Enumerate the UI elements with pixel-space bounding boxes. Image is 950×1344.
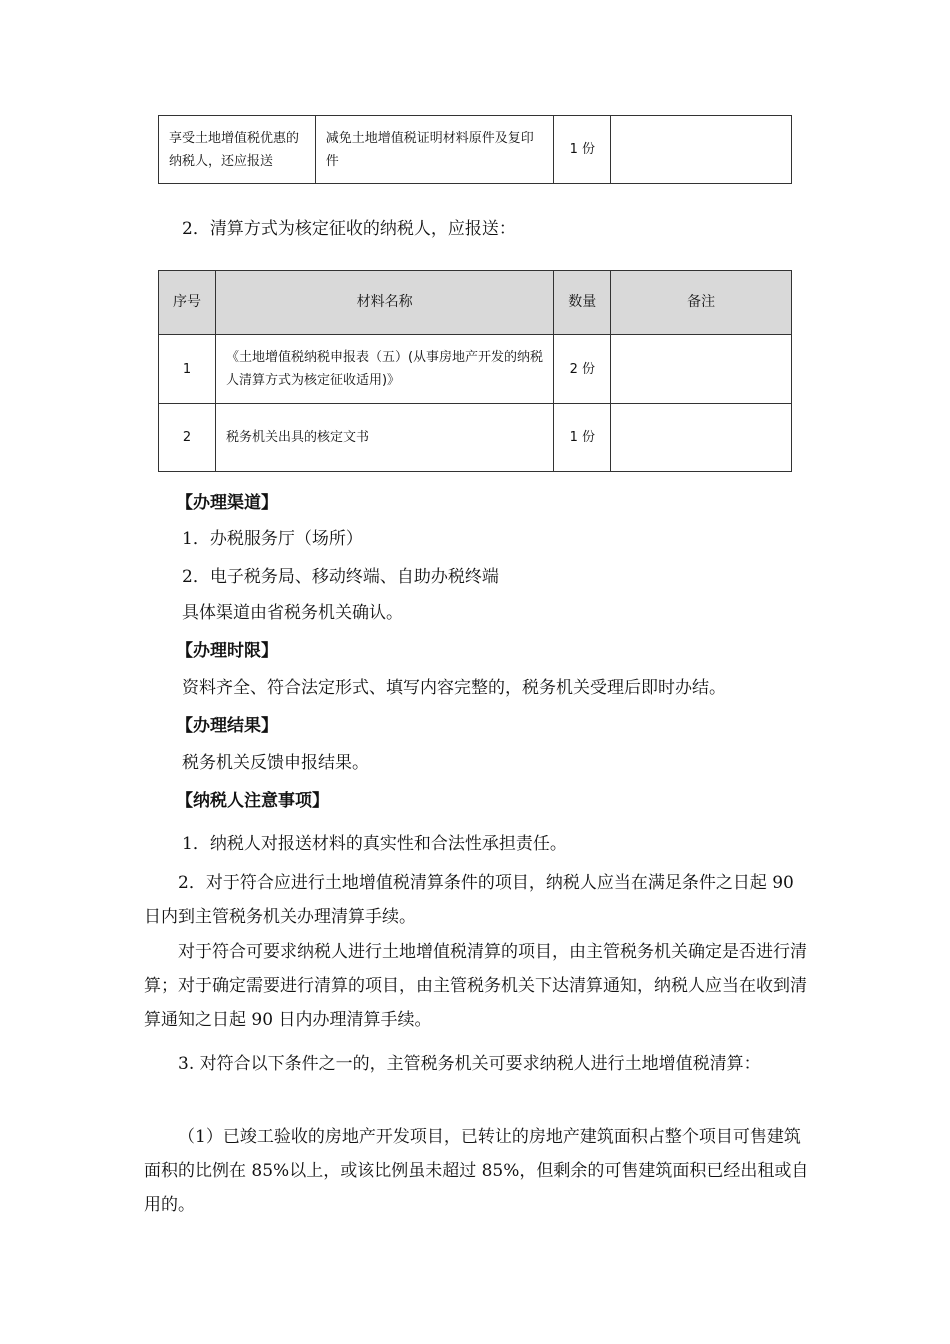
table-cell [611,335,792,404]
table-cell: 《土地增值税纳税申报表（五）(从事房地产开发的纳税人清算方式为核定征收适用)》 [215,335,553,404]
notes-item: 1．纳税人对报送材料的真实性和合法性承担责任。 [182,834,567,854]
table-cell: 享受土地增值税优惠的纳税人，还应报送 [159,116,316,184]
header-cell: 序号 [159,271,216,335]
table-cell [611,404,792,472]
channels-heading: 【办理渠道】 [176,493,278,513]
table-header-row [159,271,792,335]
header-cell: 数量 [554,271,611,335]
header-cell: 材料名称 [215,271,553,335]
table-cell: 税务机关出具的核定文书 [215,404,553,472]
channels-note: 具体渠道由省税务机关确认。 [182,603,403,623]
table-cell: 2 份 [554,335,611,404]
result-heading: 【办理结果】 [176,716,278,736]
table-cell: 减免土地增值税证明材料原件及复印件 [315,116,554,184]
time-limit-text: 资料齐全、符合法定形式、填写内容完整的，税务机关受理后即时办结。 [182,678,726,698]
result-text: 税务机关反馈申报结果。 [182,753,369,773]
table-cell: 1 份 [554,116,611,184]
table-cell: 2 [159,404,216,472]
notes-item: （1）已竣工验收的房地产开发项目，已转让的房地产建筑面积占整个项目可售建筑面积的比例在 85%以上，或该比例虽未超过 85%，但剩余的可售建筑面积已经出租或自用的。 [144,1127,809,1215]
table-row [159,335,792,404]
table-cell: 1 [159,335,216,404]
channels-item: 2．电子税务局、移动终端、自助办税终端 [182,567,499,587]
materials-table-continued [158,115,792,184]
notes-item: 3. 对符合以下条件之一的，主管税务机关可要求纳税人进行土地增值税清算： [178,1054,761,1074]
channels-item: 1．办税服务厅（场所） [182,529,363,549]
table-row [159,404,792,472]
section2-intro: 2．清算方式为核定征收的纳税人，应报送： [182,219,516,239]
notes-item: 对于符合可要求纳税人进行土地增值税清算的项目，由主管税务机关确定是否进行清算；对于确定需要进行清算的项目，由主管税务机关下达清算通知，纳税人应当在收到清算通知之日起 90 日内办理清算手续。 [144,942,807,1030]
notes-item: 2．对于符合应进行土地增值税清算条件的项目，纳税人应当在满足条件之日起 90 日内到主管税务机关办理清算手续。 [144,873,794,927]
table-cell [611,116,792,184]
table-row [159,116,792,184]
notes-heading: 【纳税人注意事项】 [176,791,329,811]
time-limit-heading: 【办理时限】 [176,641,278,661]
table-cell: 1 份 [554,404,611,472]
materials-table-assessed [158,270,792,472]
header-cell: 备注 [611,271,792,335]
